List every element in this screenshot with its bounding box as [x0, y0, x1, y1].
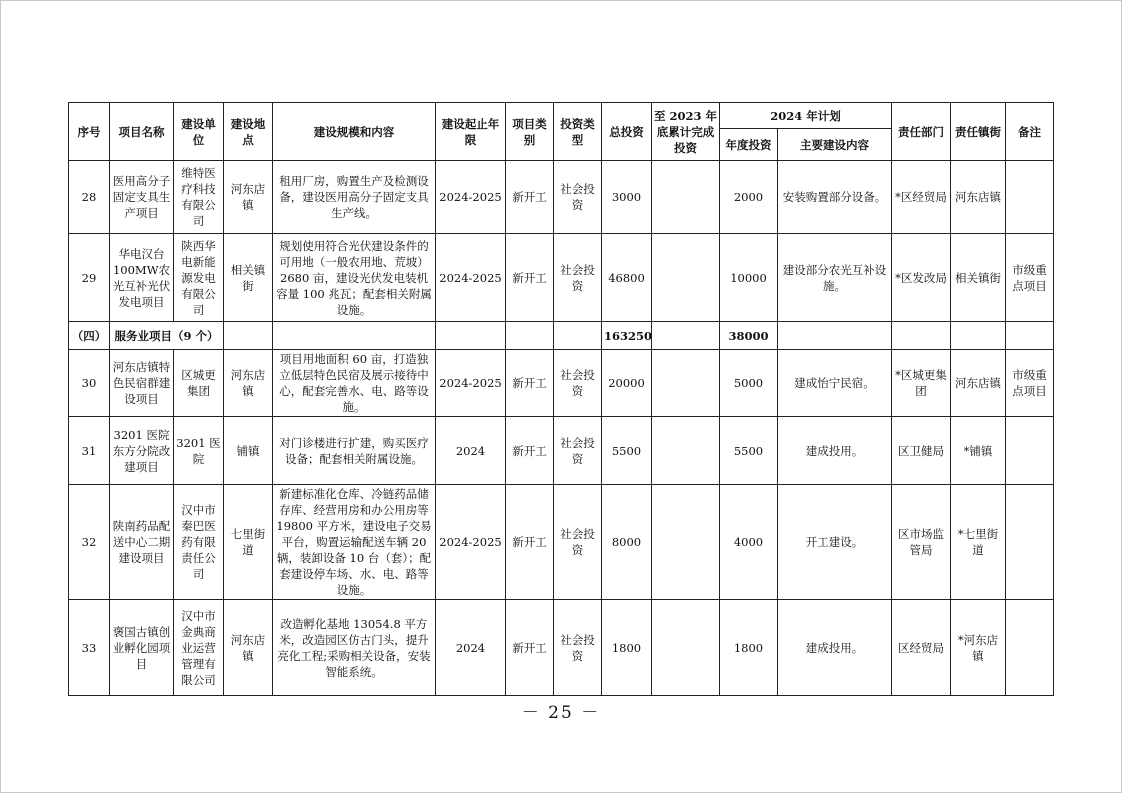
cell-town: 河东店镇 [951, 161, 1006, 234]
cell-total: 3000 [602, 161, 652, 234]
cell-town: 河东店镇 [951, 350, 1006, 417]
cell-seq: 29 [69, 234, 110, 322]
table-row [69, 600, 1054, 696]
cell-dept: *区经贸局 [892, 161, 951, 234]
cell-location: 河东店镇 [224, 161, 273, 234]
cell-remark [1006, 161, 1054, 234]
cell-name: 褒国古镇创业孵化园项目 [110, 600, 174, 696]
cell-type: 新开工 [506, 485, 554, 600]
cell-scale: 项目用地面积 60 亩，打造独立低层特色民宿及展示接待中心，配套完善水、电、路等设施。 [273, 350, 436, 417]
cell-type: 新开工 [506, 417, 554, 485]
table-row [69, 161, 1054, 234]
cell-invest-type: 社会投资 [554, 350, 602, 417]
cell-unit: 汉中市秦巴医药有限责任公司 [174, 485, 224, 600]
cell-total: 1800 [602, 600, 652, 696]
section-total: 163250 [602, 322, 652, 350]
cell-annual: 1800 [720, 600, 778, 696]
cell-annual: 5000 [720, 350, 778, 417]
cell-scale: 租用厂房，购置生产及检测设备，建设医用高分子固定支具生产线。 [273, 161, 436, 234]
cell-type: 新开工 [506, 350, 554, 417]
header-name: 项目名称 [110, 103, 174, 161]
cell-total: 46800 [602, 234, 652, 322]
table-row [69, 417, 1054, 485]
section-row [69, 322, 1054, 350]
cell-type: 新开工 [506, 161, 554, 234]
cell-location: 七里街道 [224, 485, 273, 600]
cell-type: 新开工 [506, 234, 554, 322]
cell-dept: *区城更集团 [892, 350, 951, 417]
cell-accum [652, 350, 720, 417]
header-remark: 备注 [1006, 103, 1054, 161]
cell-name: 医用高分子固定支具生产项目 [110, 161, 174, 234]
cell-seq: 30 [69, 350, 110, 417]
cell-period: 2024-2025 [436, 350, 506, 417]
header-annual: 年度投资 [720, 129, 778, 161]
header-invest-type: 投资类型 [554, 103, 602, 161]
cell-town: *河东店镇 [951, 600, 1006, 696]
header-dept: 责任部门 [892, 103, 951, 161]
cell-content: 建成投用。 [778, 417, 892, 485]
cell-dept: 区经贸局 [892, 600, 951, 696]
cell-location: 河东店镇 [224, 350, 273, 417]
cell-accum [652, 417, 720, 485]
table-row [69, 234, 1054, 322]
cell-invest-type: 社会投资 [554, 485, 602, 600]
cell-remark: 市级重点项目 [1006, 350, 1054, 417]
cell-dept: 区卫健局 [892, 417, 951, 485]
cell-annual: 10000 [720, 234, 778, 322]
cell-accum [652, 234, 720, 322]
cell-content: 安装购置部分设备。 [778, 161, 892, 234]
header-plan-2024: 2024 年计划 [720, 103, 892, 129]
cell-annual: 4000 [720, 485, 778, 600]
cell-town: *七里街道 [951, 485, 1006, 600]
header-accum: 至 2023 年底累计完成投资 [652, 103, 720, 161]
cell-town: 相关镇街 [951, 234, 1006, 322]
header-period: 建设起止年限 [436, 103, 506, 161]
cell-total: 20000 [602, 350, 652, 417]
cell-period: 2024-2025 [436, 234, 506, 322]
cell-content: 开工建设。 [778, 485, 892, 600]
cell-name: 河东店镇特色民宿群建设项目 [110, 350, 174, 417]
cell-annual: 5500 [720, 417, 778, 485]
cell-type: 新开工 [506, 600, 554, 696]
cell-scale: 对门诊楼进行扩建，购买医疗设备；配套相关附属设施。 [273, 417, 436, 485]
header-total: 总投资 [602, 103, 652, 161]
header-town: 责任镇街 [951, 103, 1006, 161]
cell-content: 建成怡宁民宿。 [778, 350, 892, 417]
cell-location: 相关镇街 [224, 234, 273, 322]
cell-unit: 汉中市金典商业运营管理有限公司 [174, 600, 224, 696]
cell-period: 2024 [436, 600, 506, 696]
cell-town: *铺镇 [951, 417, 1006, 485]
cell-seq: 33 [69, 600, 110, 696]
cell-accum [652, 600, 720, 696]
header-seq: 序号 [69, 103, 110, 161]
header-scale: 建设规模和内容 [273, 103, 436, 161]
cell-remark: 市级重点项目 [1006, 234, 1054, 322]
header-main-content: 主要建设内容 [778, 129, 892, 161]
header-unit: 建设单位 [174, 103, 224, 161]
cell-location: 河东店镇 [224, 600, 273, 696]
cell-name: 3201 医院东方分院改建项目 [110, 417, 174, 485]
section-name: 服务业项目（9 个） [110, 322, 224, 350]
cell-total: 8000 [602, 485, 652, 600]
cell-invest-type: 社会投资 [554, 234, 602, 322]
section-seq: （四） [69, 322, 110, 350]
cell-name: 陕南药品配送中心二期建设项目 [110, 485, 174, 600]
header-type: 项目类别 [506, 103, 554, 161]
cell-scale: 改造孵化基地 13054.8 平方米，改造园区仿古门头，提升亮化工程;采购相关设备，安装智能系统。 [273, 600, 436, 696]
cell-unit: 陕西华电新能源发电有限公司 [174, 234, 224, 322]
cell-unit: 维特医疗科技有限公司 [174, 161, 224, 234]
cell-remark [1006, 600, 1054, 696]
project-table [68, 102, 1054, 696]
cell-name: 华电汉台100MW农光互补光伏发电项目 [110, 234, 174, 322]
cell-period: 2024 [436, 417, 506, 485]
cell-dept: *区发改局 [892, 234, 951, 322]
cell-accum [652, 485, 720, 600]
cell-seq: 31 [69, 417, 110, 485]
cell-unit: 3201 医院 [174, 417, 224, 485]
cell-annual: 2000 [720, 161, 778, 234]
table-row [69, 485, 1054, 600]
cell-period: 2024-2025 [436, 161, 506, 234]
cell-accum [652, 161, 720, 234]
cell-period: 2024-2025 [436, 485, 506, 600]
cell-invest-type: 社会投资 [554, 600, 602, 696]
cell-unit: 区城更集团 [174, 350, 224, 417]
cell-total: 5500 [602, 417, 652, 485]
header-location: 建设地点 [224, 103, 273, 161]
cell-content: 建设部分农光互补设施。 [778, 234, 892, 322]
cell-remark [1006, 417, 1054, 485]
cell-scale: 新建标准化仓库、冷链药品储存库、经营用房和办公用房等 19800 平方米，建设电子交易平台，购置运输配送车辆 20 辆，装卸设备 10 台（套）；配套建设停车场、水、电、路等设施。 [273, 485, 436, 600]
cell-remark [1006, 485, 1054, 600]
cell-invest-type: 社会投资 [554, 161, 602, 234]
cell-seq: 28 [69, 161, 110, 234]
cell-invest-type: 社会投资 [554, 417, 602, 485]
page-number: － 25 － [521, 703, 601, 723]
cell-location: 铺镇 [224, 417, 273, 485]
cell-scale: 规划使用符合光伏建设条件的可用地（一般农用地、荒坡）2680 亩，建设光伏发电装机容量 100 兆瓦；配套相关附属设施。 [273, 234, 436, 322]
cell-seq: 32 [69, 485, 110, 600]
cell-dept: 区市场监管局 [892, 485, 951, 600]
cell-content: 建成投用。 [778, 600, 892, 696]
table-row [69, 350, 1054, 417]
section-annual: 38000 [720, 322, 778, 350]
